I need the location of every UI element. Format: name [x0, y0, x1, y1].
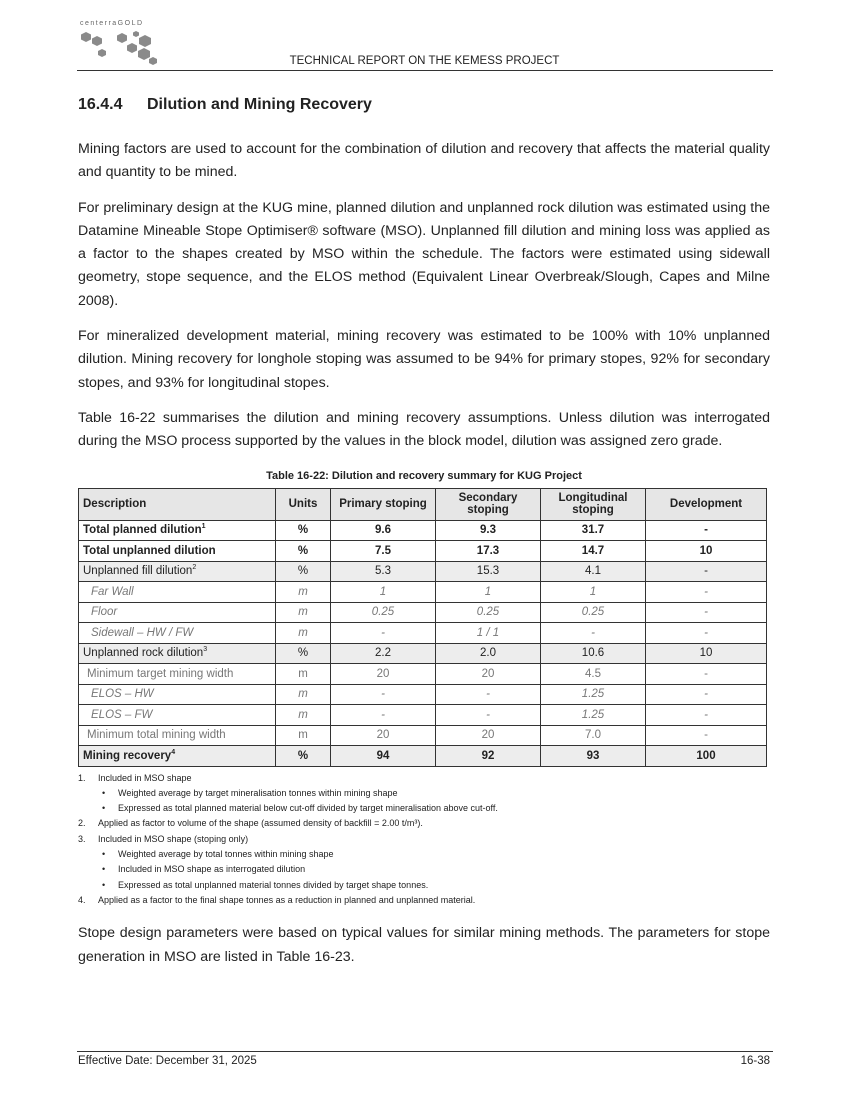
- paragraph: For preliminary design at the KUG mine, planned dilution and unplanned rock dilution was estimated using the Datamine Mineable Stope Optimiser® software (MSO). Unplanned fill dilution and mining loss was applied as a factor to the shapes created by MSO within the schedule. The factors were estimated using sidewall geometry, stope sequence, and the ELOS method (Equivalent Linear Overbreak/Slough, Capes and Milne 2008).: [78, 199, 770, 309]
- table-cell: 20: [331, 664, 436, 685]
- row-description: Far Wall: [79, 582, 276, 603]
- note-item: 3. Included in MSO shape (stoping only): [78, 833, 249, 844]
- note-bullet: • Weighted average by target mineralisation tonnes within mining shape: [78, 786, 770, 801]
- row-description: Floor: [79, 602, 276, 623]
- table-cell: %: [276, 643, 331, 664]
- table-row: [79, 705, 767, 726]
- dilution-recovery-table: [78, 488, 767, 767]
- note-item: 2. Applied as factor to volume of the shape (assumed density of backfill = 2.00 t/m³).: [78, 818, 423, 829]
- column-header: Secondary stoping: [436, 488, 541, 520]
- table-cell: 20: [436, 725, 541, 746]
- table-cell: -: [646, 561, 767, 582]
- table-cell: 7.0: [541, 725, 646, 746]
- row-description: Total planned dilution$^1$: [79, 520, 276, 541]
- table-cell: 2.2: [331, 643, 436, 664]
- logo-wordmark: centerraGOLD: [80, 20, 144, 27]
- table-cell: 100: [646, 746, 767, 767]
- table-cell: 7.5: [331, 541, 436, 562]
- table-cell: -: [646, 623, 767, 644]
- table-cell: 1: [331, 582, 436, 603]
- table-row: [79, 520, 767, 541]
- table-cell: -: [646, 602, 767, 623]
- table-caption: Table 16-22: Dilution and recovery summary for KUG Project: [266, 469, 582, 482]
- table-cell: m: [276, 684, 331, 705]
- table-row: [79, 664, 767, 685]
- table-cell: -: [331, 623, 436, 644]
- column-header: Development: [646, 488, 767, 520]
- row-description: Unplanned rock dilution$^3$: [79, 643, 276, 664]
- table-cell: m: [276, 602, 331, 623]
- table-cell: 14.7: [541, 541, 646, 562]
- running-header-title: TECHNICAL REPORT ON THE KEMESS PROJECT: [289, 55, 560, 67]
- table-cell: 0.25: [436, 602, 541, 623]
- effective-date: Effective Date: December 31, 2025: [78, 1055, 257, 1067]
- table-cell: 92: [436, 746, 541, 767]
- note-bullet: • Expressed as total planned material below cut-off divided by target mineralisation above cut-off.: [78, 801, 770, 816]
- table-cell: 9.3: [436, 520, 541, 541]
- table-cell: -: [646, 582, 767, 603]
- table-cell: -: [646, 705, 767, 726]
- table-cell: -: [436, 684, 541, 705]
- row-description: ELOS – HW: [79, 684, 276, 705]
- table-cell: 5.3: [331, 561, 436, 582]
- table-cell: 1: [436, 582, 541, 603]
- table-cell: -: [646, 520, 767, 541]
- table-row: [79, 582, 767, 603]
- table-cell: -: [331, 705, 436, 726]
- table-cell: 4.5: [541, 664, 646, 685]
- table-cell: 1.25: [541, 705, 646, 726]
- table-cell: %: [276, 520, 331, 541]
- table-cell: -: [541, 623, 646, 644]
- row-description: Mining recovery$^4$: [79, 746, 276, 767]
- table-cell: -: [436, 705, 541, 726]
- table-cell: m: [276, 725, 331, 746]
- table-cell: %: [276, 541, 331, 562]
- paragraph: Stope design parameters were based on typical values for similar mining methods. The parameters for stope generation in MSO are listed in Table 16-23.: [78, 925, 770, 965]
- row-description: Total unplanned dilution: [79, 541, 276, 562]
- table-cell: 4.1: [541, 561, 646, 582]
- note-item: 1. Included in MSO shape: [78, 772, 192, 783]
- table-cell: m: [276, 582, 331, 603]
- table-cell: 94: [331, 746, 436, 767]
- table-cell: 9.6: [331, 520, 436, 541]
- footnote-ref: 3: [203, 646, 208, 654]
- paragraph: Mining factors are used to account for the combination of dilution and recovery that affects the material quality and quantity to be mined.: [78, 141, 770, 181]
- table-cell: 1 / 1: [436, 623, 541, 644]
- row-description: Sidewall – HW / FW: [79, 623, 276, 644]
- footnote-ref: 4: [171, 748, 176, 756]
- table-cell: 10.6: [541, 643, 646, 664]
- table-cell: 1: [541, 582, 646, 603]
- table-cell: 2.0: [436, 643, 541, 664]
- table-cell: 93: [541, 746, 646, 767]
- table-header-row: [79, 488, 767, 520]
- table-cell: 10: [646, 541, 767, 562]
- table-row: [79, 602, 767, 623]
- table-cell: -: [646, 684, 767, 705]
- header-divider: [77, 70, 773, 71]
- footer-divider: [77, 1051, 773, 1052]
- row-description: ELOS – FW: [79, 705, 276, 726]
- table-cell: 15.3: [436, 561, 541, 582]
- table-cell: 20: [436, 664, 541, 685]
- section-number: 16.4.4: [78, 96, 123, 113]
- table-row: [79, 643, 767, 664]
- note-item: 4. Applied as a factor to the final shape tonnes as a reduction in planned and unplanned material.: [78, 894, 476, 905]
- row-description: Minimum total mining width: [79, 725, 276, 746]
- table-cell: 1.25: [541, 684, 646, 705]
- table-row: [79, 541, 767, 562]
- page-number: 16-38: [740, 1055, 770, 1067]
- note-bullet: • Included in MSO shape as interrogated dilution: [78, 862, 770, 877]
- table-cell: %: [276, 561, 331, 582]
- paragraph: For mineralized development material, mining recovery was estimated to be 100% with 10% unplanned dilution. Mining recovery for longhole stoping was assumed to be 94% for primary stopes, 92% for secondary stopes, and 93% for longitudinal stopes.: [78, 328, 770, 391]
- table-cell: 17.3: [436, 541, 541, 562]
- table-cell: m: [276, 664, 331, 685]
- table-notes: [78, 771, 770, 909]
- column-header: Longitudinal stoping: [541, 488, 646, 520]
- table-row: [79, 623, 767, 644]
- section-title: Dilution and Mining Recovery: [147, 96, 372, 113]
- table-cell: 0.25: [331, 602, 436, 623]
- row-description: Unplanned fill dilution$^2$: [79, 561, 276, 582]
- row-description: Minimum target mining width: [79, 664, 276, 685]
- footnote-ref: 2: [192, 564, 197, 572]
- table-cell: %: [276, 746, 331, 767]
- column-header: Primary stoping: [331, 488, 436, 520]
- table-cell: m: [276, 623, 331, 644]
- footnote-ref: 1: [201, 523, 206, 531]
- note-bullet: • Expressed as total unplanned material tonnes divided by target shape tonnes.: [78, 878, 770, 893]
- table-cell: m: [276, 705, 331, 726]
- table-cell: -: [646, 664, 767, 685]
- table-cell: 31.7: [541, 520, 646, 541]
- section-heading: [78, 96, 770, 114]
- table-cell: 10: [646, 643, 767, 664]
- column-header: Description: [79, 488, 276, 520]
- table-row: [79, 561, 767, 582]
- note-bullet: • Weighted average by total tonnes within mining shape: [78, 847, 770, 862]
- table-row: [79, 746, 767, 767]
- table-cell: -: [331, 684, 436, 705]
- paragraph: Table 16-22 summarises the dilution and mining recovery assumptions. Unless dilution was interrogated during the MSO process supported by the values in the block model, dilution was assigned zero grade.: [78, 409, 770, 450]
- page-content: [78, 96, 770, 981]
- table-row: [79, 684, 767, 705]
- column-header: Units: [276, 488, 331, 520]
- table-cell: 0.25: [541, 602, 646, 623]
- table-row: [79, 725, 767, 746]
- table-cell: 20: [331, 725, 436, 746]
- table-cell: -: [646, 725, 767, 746]
